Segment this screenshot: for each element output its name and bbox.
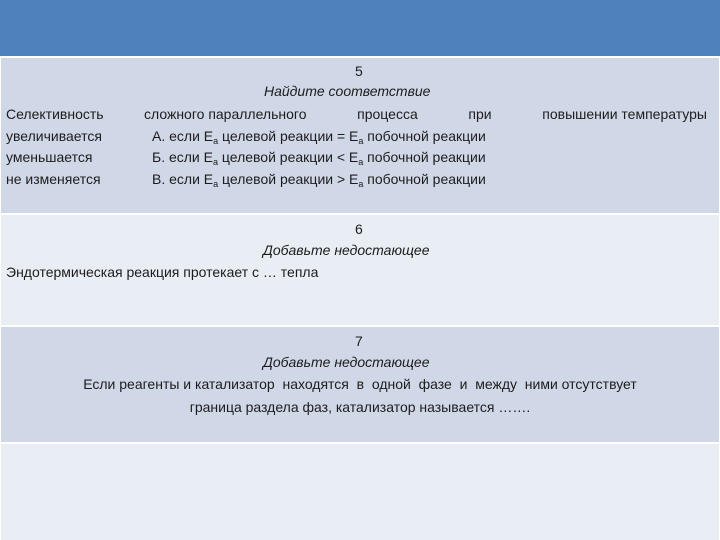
question-7-line-1: Если реагенты и катализатор находятся в одной фазе и между ними отсутствует [83,376,637,392]
option-a: А. если $Е_а$ целевой реакции = $Е_а$ побочной реакции [152,128,486,146]
left-item-3: не изменяется [6,171,101,187]
slide-header-bar [0,0,720,56]
question-5-stem [144,106,707,122]
option-b: Б. если $Е_а$ целевой реакции < $Е_а$ побочной реакции [152,149,486,167]
stem-word-2: процесса [357,106,418,122]
question-7-line-2: граница раздела фаз, катализатор называется ……. [189,399,531,415]
stem-word-1: сложного параллельного [144,106,307,122]
question-5-number: 5 [355,63,363,79]
question-7-task: Добавьте недостающее [263,354,430,370]
left-item-2: уменьшается [6,149,93,165]
stem-word-4: повышении температуры [542,106,707,122]
selectivity-label: Селективность [6,106,104,122]
question-6-task: Добавьте недостающее [263,242,430,258]
question-6-number: 6 [355,221,363,237]
question-7-number: 7 [355,333,363,349]
question-6-text: Эндотермическая реакция протекает с … тепла [6,264,319,280]
option-c: В. если $Е_а$ целевой реакции > $Е_а$ побочной реакции [152,171,486,189]
question-5-task: Найдите соответствие [264,83,431,99]
left-item-1: увеличивается [6,128,102,144]
stem-word-3: при [468,106,492,122]
empty-row [0,444,720,540]
